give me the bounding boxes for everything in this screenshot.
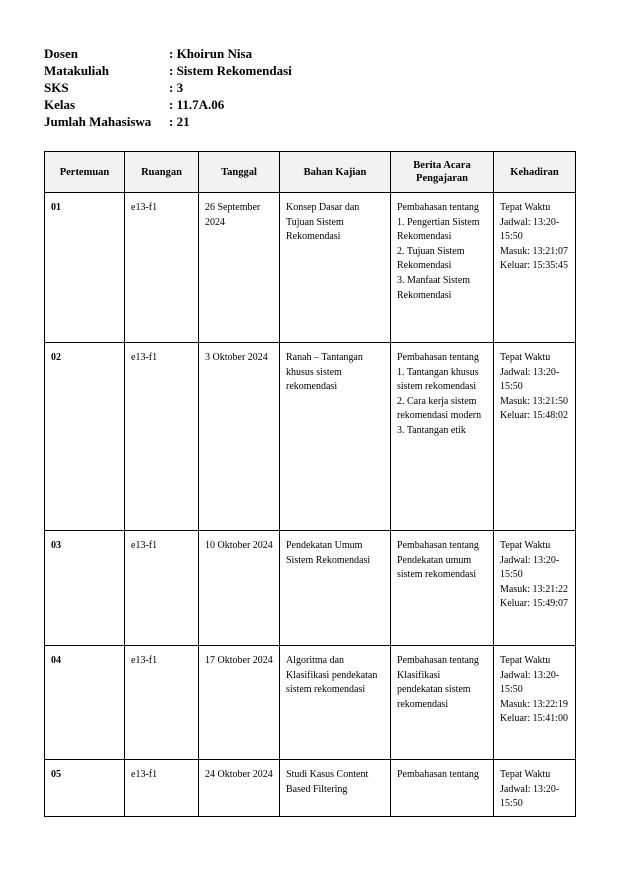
header-value: : 3 — [169, 79, 184, 95]
pertemuan-cell: 03 — [45, 531, 125, 646]
table-row — [45, 646, 576, 760]
column-header-bahan-kajian: Bahan Kajian — [280, 152, 391, 193]
ruangan-cell: e13-f1 — [125, 531, 199, 646]
bahan-kajian-cell: Algoritma dan Klasifikasi pendekatan sistem rekomendasi — [280, 646, 391, 760]
header-value: : Sistem Rekomendasi — [169, 62, 292, 78]
kehadiran-cell: Tepat Waktu Jadwal: 13:20-15:50 Masuk: 13:21:07 Keluar: 15:35:45 — [494, 193, 576, 343]
kehadiran-cell: Tepat Waktu Jadwal: 13:20-15:50 — [494, 760, 576, 817]
tanggal-cell: 17 Oktober 2024 — [199, 646, 280, 760]
column-header-ruangan: Ruangan — [125, 152, 199, 193]
berita-acara-cell: Pembahasan tentang 1. Tantangan khusus sistem rekomendasi 2. Cara kerja sistem rekomendasi modern 3. Tantangan etik — [391, 343, 494, 531]
header-row-sks — [44, 79, 292, 96]
berita-acara-cell: Pembahasan tentang Klasifikasi pendekatan sistem rekomendasi — [391, 646, 494, 760]
pertemuan-cell: 01 — [45, 193, 125, 343]
berita-acara-cell: Pembahasan tentang Pendekatan umum sistem rekomendasi — [391, 531, 494, 646]
berita-acara-cell: Pembahasan tentang — [391, 760, 494, 817]
table-row — [45, 193, 576, 343]
tanggal-cell: 26 September 2024 — [199, 193, 280, 343]
tanggal-cell: 24 Oktober 2024 — [199, 760, 280, 817]
column-header-kehadiran: Kehadiran — [494, 152, 576, 193]
pertemuan-cell: 02 — [45, 343, 125, 531]
pertemuan-cell: 05 — [45, 760, 125, 817]
berita-acara-cell: Pembahasan tentang 1. Pengertian Sistem Rekomendasi 2. Tujuan Sistem Rekomendasi 3. Manfaat Sistem Rekomendasi — [391, 193, 494, 343]
ruangan-cell: e13-f1 — [125, 193, 199, 343]
bahan-kajian-cell: Ranah – Tantangan khusus sistem rekomendasi — [280, 343, 391, 531]
header-label: Matakuliah — [44, 62, 110, 78]
header-label: Kelas — [44, 96, 76, 112]
tanggal-cell: 3 Oktober 2024 — [199, 343, 280, 531]
bahan-kajian-cell: Studi Kasus Content Based Filtering — [280, 760, 391, 817]
kehadiran-cell: Tepat Waktu Jadwal: 13:20-15:50 Masuk: 13:22:19 Keluar: 15:41:00 — [494, 646, 576, 760]
bahan-kajian-cell: Konsep Dasar dan Tujuan Sistem Rekomendasi — [280, 193, 391, 343]
header-value: : 21 — [169, 113, 190, 129]
column-header-tanggal: Tanggal — [199, 152, 280, 193]
pertemuan-cell: 04 — [45, 646, 125, 760]
column-header-berita-acara: Berita Acara Pengajaran — [391, 152, 494, 193]
header-label: Dosen — [44, 45, 78, 61]
kehadiran-cell: Tepat Waktu Jadwal: 13:20-15:50 Masuk: 13:21:50 Keluar: 15:48:02 — [494, 343, 576, 531]
header-row-jumlah-mahasiswa — [44, 113, 292, 130]
table-header-row — [45, 152, 576, 193]
header-label: Jumlah Mahasiswa — [44, 113, 152, 129]
ruangan-cell: e13-f1 — [125, 760, 199, 817]
header-row-kelas — [44, 96, 292, 113]
header-value: : 11.7A.06 — [169, 96, 225, 112]
kehadiran-cell: Tepat Waktu Jadwal: 13:20-15:50 Masuk: 13:21:22 Keluar: 15:49:07 — [494, 531, 576, 646]
tanggal-cell: 10 Oktober 2024 — [199, 531, 280, 646]
table-row — [45, 531, 576, 646]
attendance-table — [44, 151, 576, 817]
header-value: : Khoirun Nisa — [169, 45, 253, 61]
column-header-pertemuan: Pertemuan — [45, 152, 125, 193]
bahan-kajian-cell: Pendekatan Umum Sistem Rekomendasi — [280, 531, 391, 646]
header-row-dosen — [44, 45, 292, 62]
header-row-matakuliah — [44, 62, 292, 79]
document-header — [44, 45, 292, 130]
ruangan-cell: e13-f1 — [125, 343, 199, 531]
table-row — [45, 343, 576, 531]
header-label: SKS — [44, 79, 69, 95]
table-row — [45, 760, 576, 817]
ruangan-cell: e13-f1 — [125, 646, 199, 760]
